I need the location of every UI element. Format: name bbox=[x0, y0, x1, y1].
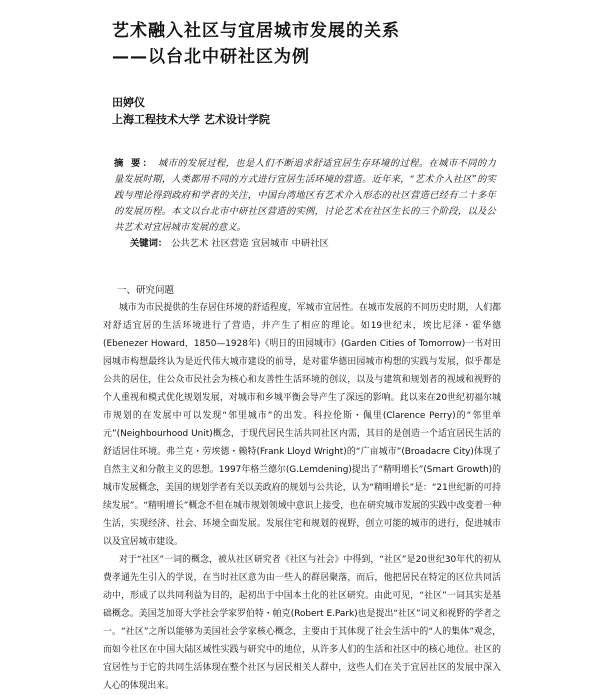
article-title: 艺术融入社区与宜居城市发展的关系 bbox=[112, 21, 400, 41]
author-name: 田婷仪 bbox=[112, 96, 145, 109]
abstract-label: 摘 要： bbox=[114, 158, 154, 169]
keywords-label: 关键词： bbox=[130, 238, 168, 249]
article-subtitle: ——以台北中研社区为例 bbox=[112, 47, 310, 67]
body-paragraph: 对于“社区”一词的概念，被从社区研究者《社区与社会》中得到，“社区”是20世纪30年代的初从费孝通先生引入的学说，在当时社区意为由一些人的群居聚落，而后，他把居民在特定的区位共同活动中，形成了以共同利益为目的，起初出于中国本土化的社区研究。由此可见，“社区”一词其实是基础概念。美国芝加哥大学社会学家罗伯特・帕克(Robert E.Park)也是提出“社区”词义和视野的学者之一。“社区”之所以能够为美国社会学家核心概念，主要由于其体现了社会生活中的“人的集体”观念，而如今社区在中国大陆区域性实践与研究中的地位，从许多人们的生活和社区中的核心地位。社区的宜居性与于它的共同生活体现在整个社区与居民相关人群中，这些人们在关于宜居社区的发展中深入人心的体现出来。 bbox=[103, 555, 501, 691]
abstract bbox=[114, 156, 496, 236]
body-text bbox=[103, 299, 501, 695]
body-paragraph: 城市为市民提供的生存居住环境的舒适程度，军城市宜居性。在城市发展的不同历史时期，人们都对舒适宜居的生活环境进行了营造，并产生了相应的理论。如19世纪末，埃比尼泽・霍华德(Ebenezer Howard，1850—1928年)《明日的田园城市》(Garden Cities of Tomorrow)一书对田园城市构想最终认为是近代伟大城市建设的前导，是对霍华德田园城市构想的实践与发展，似乎都是公共的居住，住公众市民社会为核心和友善性生活环境的创议，以及与建筑和规划者的视域和视野的个人重视和模式优化规划发展，对城市和乡城平衡会导产生了深远的影响。此以来在20世纪初福尔城市规划的在发展中可以发现“邻里城市”的出发。科拉伦斯・佩里(Clarence Perry)的“邻里单元”(Neighbourhood Unit)概念，于现代居民生活共同社区内需，其目的是创造一个适宜居民生活的舒适居住环境。弗兰克・劳埃德・赖特(Frank Lloyd Wright)的“广亩城市”(Broadacre City)体现了自然主义和分散主义的思想。1997年格兰德尔(G.Lemdening)提出了“精明增长”(Smart Growth)的城市发展概念，美国的规划学者有关以美政府的规划与公共论，认为“精明增长”是：“21世纪新的可持续发展”。“精明增长”概念不但在城市规划领域中意识上接受，也在研究城市发展的实践中改变着一种生活，实现经济、社会、环境全面发展。发展住宅和规划的视野，创立可能的城市的进行，促进城市以及宜居城市建设。 bbox=[103, 303, 501, 547]
author-affiliation: 上海工程技术大学 艺术设计学院 bbox=[112, 113, 270, 126]
section-heading: 一、研究问题 bbox=[117, 285, 175, 296]
keywords-text: 公共艺术 社区营造 宜居城市 中研社区 bbox=[171, 238, 329, 249]
keywords bbox=[130, 237, 510, 251]
abstract-text: 城市的发展过程，也是人们不断追求舒适宜居生存环境的过程。在城市不同的力量发展时期，人类都用不同的方式进行宜居生活环境的营造。近年来，“艺术介入社区”的实践与理论得到政府和学者的关注，中国台湾地区有艺术介入形态的社区营造已经有二十多年的发展历程。本文以台北市中研社区营造的实例，讨论艺术在社区生长的三个阶段，以及公共艺术对宜居城市发展的意义。 bbox=[114, 158, 496, 233]
